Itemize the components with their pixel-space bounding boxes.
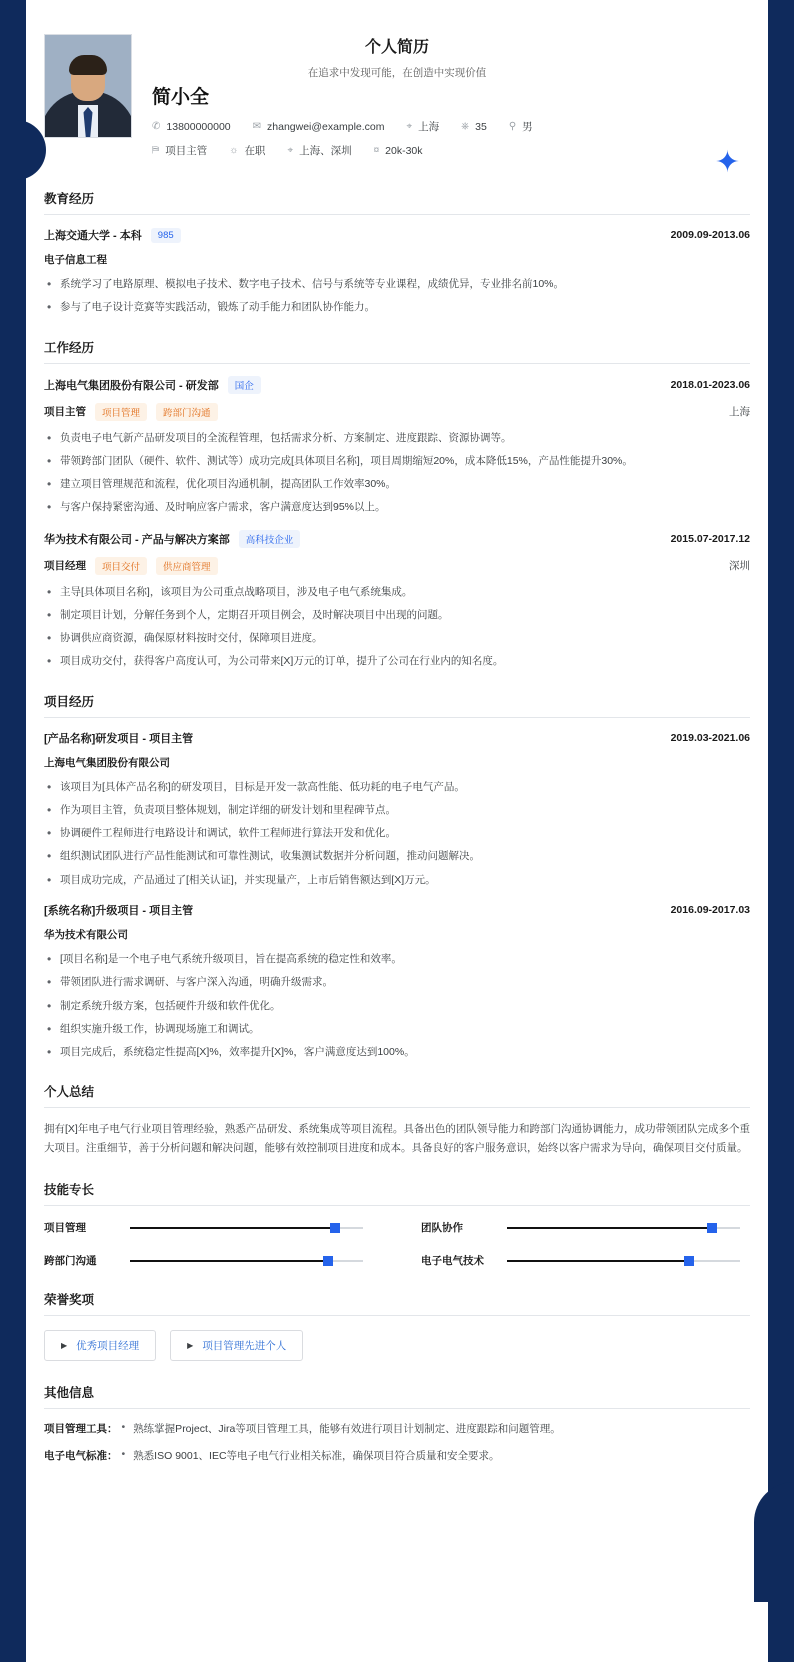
award-item[interactable]: [44, 1330, 156, 1361]
work-location: 深圳: [729, 560, 750, 573]
education-tag: 985: [151, 228, 181, 243]
phone-icon: ✆: [152, 120, 161, 132]
other-row: [44, 1421, 750, 1436]
meta-position: [152, 143, 207, 158]
skill-knob: [707, 1223, 717, 1233]
list-item: • 协调硬件工程师进行电路设计和调试，软件工程师进行算法开发和优化。: [44, 825, 750, 841]
award-label: 项目管理先进个人: [202, 1340, 287, 1353]
project-org: 上海电气集团股份有限公司: [44, 756, 170, 769]
meta-email: [253, 121, 385, 133]
age-icon: ⎈: [461, 120, 470, 132]
candidate-name: 简小全: [152, 87, 210, 108]
project-entry: [44, 902, 750, 1060]
list-item: • 带领跨部门团队（硬件、软件、测试等）成功完成[具体项目名称]，项目周期缩短20%，成本降低15%，产品性能提升30%。: [44, 453, 750, 469]
section-title-other: 其他信息: [44, 1383, 750, 1409]
other-text: 熟悉ISO 9001、IEC等电子电气行业相关标准，确保项目符合质量和安全要求。: [133, 1450, 500, 1463]
list-item: • 带领团队进行需求调研、与客户深入沟通，明确升级需求。: [44, 974, 750, 990]
bullet-dot-icon: •: [121, 1448, 126, 1461]
skill-row: [421, 1253, 750, 1268]
skill-meter: [507, 1227, 740, 1229]
project-entry: [44, 730, 750, 888]
play-triangle-icon: ▶: [61, 1341, 68, 1351]
other-label: 电子电气标准：: [44, 1450, 118, 1463]
awards-list: [44, 1330, 750, 1361]
contact-meta-row-1: [152, 119, 750, 134]
section-title-work: 工作经历: [44, 338, 750, 364]
skill-knob: [684, 1256, 694, 1266]
work-role: 项目主管: [44, 406, 86, 419]
list-item: • 参与了电子设计竞赛等实践活动，锻炼了动手能力和团队协作能力。: [44, 299, 750, 315]
list-item: • 组织实施升级工作，协调现场施工和调试。: [44, 1021, 750, 1037]
project-org: 华为技术有限公司: [44, 928, 128, 941]
list-item: • 主导[具体项目名称]，该项目为公司重点战略项目，涉及电子电气系统集成。: [44, 584, 750, 600]
section-title-awards: 荣誉奖项: [44, 1290, 750, 1316]
briefcase-icon: ⛿: [152, 144, 160, 156]
work-company-tag: 国企: [228, 376, 261, 394]
list-item: • 该项目为[具体产品名称]的研发项目，目标是开发一款高性能、低功耗的电子电气产品。: [44, 779, 750, 795]
city-icon: ⌖: [287, 144, 294, 156]
list-item: • 负责电子电气新产品研发项目的全流程管理，包括需求分析、方案制定、进度跟踪、资源协调等。: [44, 430, 750, 446]
skill-label: 跨部门沟通: [44, 1255, 97, 1268]
work-company: 华为技术有限公司 - 产品与解决方案部: [44, 533, 230, 546]
project-date: 2019.03-2021.06: [670, 731, 750, 744]
meta-gender-value: 男: [522, 121, 533, 133]
work-entry: [44, 530, 750, 670]
bullet-dot-icon: •: [121, 1421, 126, 1434]
other-text: 熟练掌握Project、Jira等项目管理工具，能够有效进行项目计划制定、进度跟踪和问题管理。: [133, 1423, 561, 1436]
list-item: • 组织测试团队进行产品性能测试和可靠性测试，收集测试数据并分析问题，推动问题解决。: [44, 848, 750, 864]
list-item: • 建立项目管理规范和流程，优化项目沟通机制，提高团队工作效率30%。: [44, 476, 750, 492]
skills-grid: [44, 1220, 750, 1268]
avatar: [44, 34, 132, 138]
list-item: • 项目成功完成，产品通过了[相关认证]，并实现量产，上市后销售额达到[X]万元。: [44, 872, 750, 888]
work-chip: 跨部门沟通: [156, 403, 218, 421]
list-item: • 协调供应商资源，确保原材料按时交付，保障项目进度。: [44, 630, 750, 646]
section-title-projects: 项目经历: [44, 692, 750, 718]
skill-meter: [507, 1260, 740, 1262]
project-name: [系统名称]升级项目 - 项目主管: [44, 904, 194, 917]
meta-phone-value: 13800000000: [166, 120, 231, 133]
skill-row: [44, 1220, 373, 1235]
location-icon: ⌖: [406, 120, 413, 132]
list-item: • 项目完成后，系统稳定性提高[X]%，效率提升[X]%，客户满意度达到100%。: [44, 1044, 750, 1060]
section-work: [44, 338, 750, 670]
work-bullets: [44, 430, 750, 516]
other-label: 项目管理工具：: [44, 1423, 118, 1436]
work-role: 项目经理: [44, 560, 86, 573]
contact-meta-row-2: [152, 143, 750, 158]
education-date: 2009.09-2013.06: [670, 229, 750, 241]
list-item: • 与客户保持紧密沟通、及时响应客户需求，客户满意度达到95%以上。: [44, 499, 750, 515]
skill-label: 电子电气技术: [421, 1255, 484, 1268]
meta-email-value: zhangwei@example.com: [267, 120, 385, 133]
work-chip: 项目交付: [95, 557, 147, 575]
work-bullets: [44, 584, 750, 670]
list-item: • 项目成功交付，获得客户高度认可，为公司带来[X]万元的订单，提升了公司在行业内的知名度。: [44, 653, 750, 669]
work-company-tag: 高科技企业: [239, 530, 301, 548]
section-summary: [44, 1082, 750, 1158]
meta-status-value: 在职: [244, 145, 266, 157]
meta-salary-value: 20k-30k: [385, 144, 423, 157]
list-item: • 系统学习了电路原理、模拟电子技术、数字电子技术、信号与系统等专业课程，成绩优异，专业排名前10%。: [44, 276, 750, 292]
meta-location: [407, 119, 440, 134]
skill-meter: [130, 1227, 363, 1229]
list-item: • [项目名称]是一个电子电气系统升级项目，旨在提高系统的稳定性和效率。: [44, 951, 750, 967]
meta-age: [461, 121, 487, 133]
section-awards: [44, 1290, 750, 1361]
education-bullets: [44, 276, 750, 316]
salary-icon: ¤: [373, 144, 380, 156]
work-chip: 供应商管理: [156, 557, 218, 575]
project-name: [产品名称]研发项目 - 项目主管: [44, 732, 194, 745]
page-subtitle: 在追求中发现可能，在创造中实现价值: [307, 67, 487, 79]
section-title-education: 教育经历: [44, 189, 750, 215]
summary-text: 拥有[X]年电子电气行业项目管理经验，熟悉产品研发、系统集成等项目流程。具备出色的团队领导能力和跨部门沟通协调能力，成功带领团队完成多个重大项目。注重细节，善于分析问题和解决问题，能够有效控制项目进度和成本。具备良好的客户服务意识，始终以客户需求为导向，确保项目交付质量。: [44, 1123, 750, 1155]
section-title-skills: 技能专长: [44, 1180, 750, 1206]
meta-phone: [152, 121, 231, 133]
list-item: • 制定系统升级方案，包括硬件升级和软件优化。: [44, 998, 750, 1014]
page-title: 个人简历: [364, 39, 429, 56]
status-icon: ☼: [229, 144, 239, 156]
meta-salary: [374, 145, 423, 157]
award-item[interactable]: [170, 1330, 303, 1361]
award-label: 优秀项目经理: [76, 1340, 140, 1353]
mail-icon: ✉: [252, 120, 262, 132]
sparkle-icon: ✦: [714, 146, 740, 179]
section-skills: [44, 1180, 750, 1268]
section-title-summary: 个人总结: [44, 1082, 750, 1108]
meta-status: [229, 143, 265, 158]
section-education: [44, 189, 750, 316]
education-entry: [44, 227, 750, 316]
section-projects: [44, 692, 750, 1061]
meta-age-value: 35: [475, 120, 487, 133]
project-date: 2016.09-2017.03: [670, 903, 750, 916]
skill-row: [421, 1220, 750, 1235]
project-bullets: [44, 779, 750, 888]
skill-label: 项目管理: [44, 1222, 86, 1235]
meta-cities-value: 上海、深圳: [299, 145, 352, 157]
skill-knob: [323, 1256, 333, 1266]
section-other: [44, 1383, 750, 1463]
work-date: 2015.07-2017.12: [670, 532, 750, 545]
gender-icon: ⚲: [508, 120, 517, 132]
work-entry: [44, 376, 750, 516]
skill-meter: [130, 1260, 363, 1262]
skill-label: 团队协作: [421, 1222, 463, 1235]
work-location: 上海: [729, 406, 750, 419]
meta-gender: [509, 119, 533, 134]
meta-location-value: 上海: [418, 121, 440, 133]
other-row: [44, 1448, 750, 1463]
meta-position-value: 项目主管: [165, 145, 208, 157]
skill-knob: [330, 1223, 340, 1233]
education-school: 上海交通大学 - 本科: [44, 230, 142, 242]
work-chip: 项目管理: [95, 403, 147, 421]
document-header: [44, 34, 750, 167]
project-bullets: [44, 951, 750, 1060]
work-company: 上海电气集团股份有限公司 - 研发部: [44, 379, 219, 392]
list-item: • 作为项目主管，负责项目整体规划，制定详细的研发计划和里程碑节点。: [44, 802, 750, 818]
work-date: 2018.01-2023.06: [670, 378, 750, 391]
skill-row: [44, 1253, 373, 1268]
education-major: 电子信息工程: [44, 254, 107, 266]
list-item: • 制定项目计划，分解任务到个人，定期召开项目例会，及时解决项目中出现的问题。: [44, 607, 750, 623]
meta-cities: [287, 143, 351, 158]
play-triangle-icon: ▶: [187, 1341, 194, 1351]
